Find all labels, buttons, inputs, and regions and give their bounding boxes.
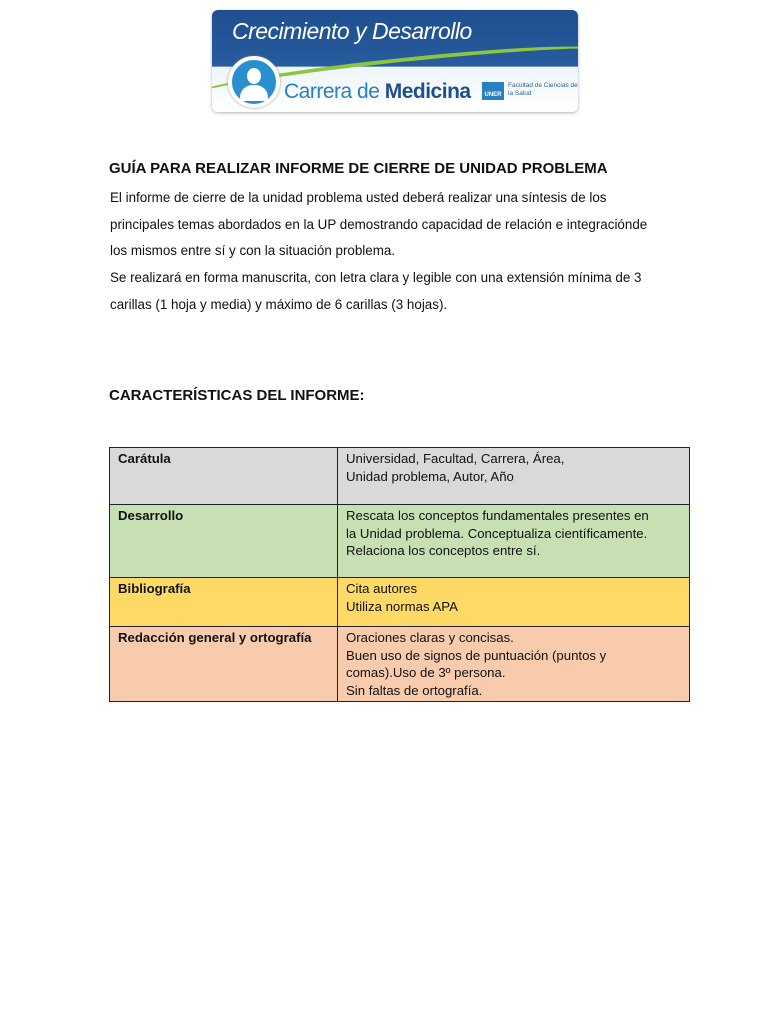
- row-description: [338, 448, 690, 505]
- description-line: Sin faltas de ortografía.: [346, 682, 483, 698]
- table-row: [110, 448, 690, 505]
- row-label: Carátula: [110, 448, 338, 505]
- characteristics-table: [109, 447, 690, 702]
- uner-logo: UNER: [482, 82, 504, 100]
- doctor-icon: [228, 56, 280, 108]
- paragraph-line: los mismos entre sí y con la situación problema.: [110, 243, 396, 258]
- table-row: [110, 578, 690, 627]
- paragraph-line: El informe de cierre de la unidad problema usted deberá realizar una síntesis de los: [110, 190, 607, 205]
- description-line: la Unidad problema. Conceptualiza científicamente.: [346, 525, 648, 541]
- section-heading: CARACTERÍSTICAS DEL INFORME:: [109, 387, 365, 404]
- table-row: [110, 627, 690, 702]
- description-line: Universidad, Facultad, Carrera, Área,: [346, 451, 565, 466]
- description-line: Cita autores: [346, 581, 418, 596]
- row-description: [338, 627, 690, 702]
- banner-title: Crecimiento y Desarrollo: [232, 18, 472, 44]
- row-description: [338, 505, 690, 578]
- paragraph-line: Se realizará en forma manuscrita, con letra clara y legible con una extensión mínima de 3: [110, 270, 642, 285]
- description-line: Utiliza normas APA: [346, 598, 458, 614]
- table-row: [110, 505, 690, 578]
- faculty-name: Facultad de Ciencias de la Salud: [508, 82, 578, 97]
- description-line: comas).Uso de 3º persona.: [346, 665, 506, 680]
- row-label: Bibliografía: [110, 578, 338, 627]
- description-line: Rescata los conceptos fundamentales presentes en: [346, 508, 649, 523]
- description-line: Buen uso de signos de puntuación (puntos y: [346, 647, 607, 663]
- page-title: GUÍA PARA REALIZAR INFORME DE CIERRE DE UNIDAD PROBLEMA: [109, 160, 608, 177]
- row-label: Redacción general y ortografía: [110, 627, 338, 702]
- paragraph-line: principales temas abordados en la UP demostrando capacidad de relación e integracióndе: [110, 217, 648, 232]
- banner-career: Carrera de Medicina: [284, 80, 471, 103]
- description-line: Unidad problema, Autor, Año: [346, 468, 514, 484]
- row-description: [338, 578, 690, 627]
- description-line: Relaciona los conceptos entre sí.: [346, 543, 541, 558]
- header-banner: [212, 10, 578, 112]
- row-label: Desarrollo: [110, 505, 338, 578]
- description-line: Oraciones claras y concisas.: [346, 630, 514, 645]
- paragraph-line: carillas (1 hoja y media) y máximo de 6 carillas (3 hojas).: [110, 297, 448, 312]
